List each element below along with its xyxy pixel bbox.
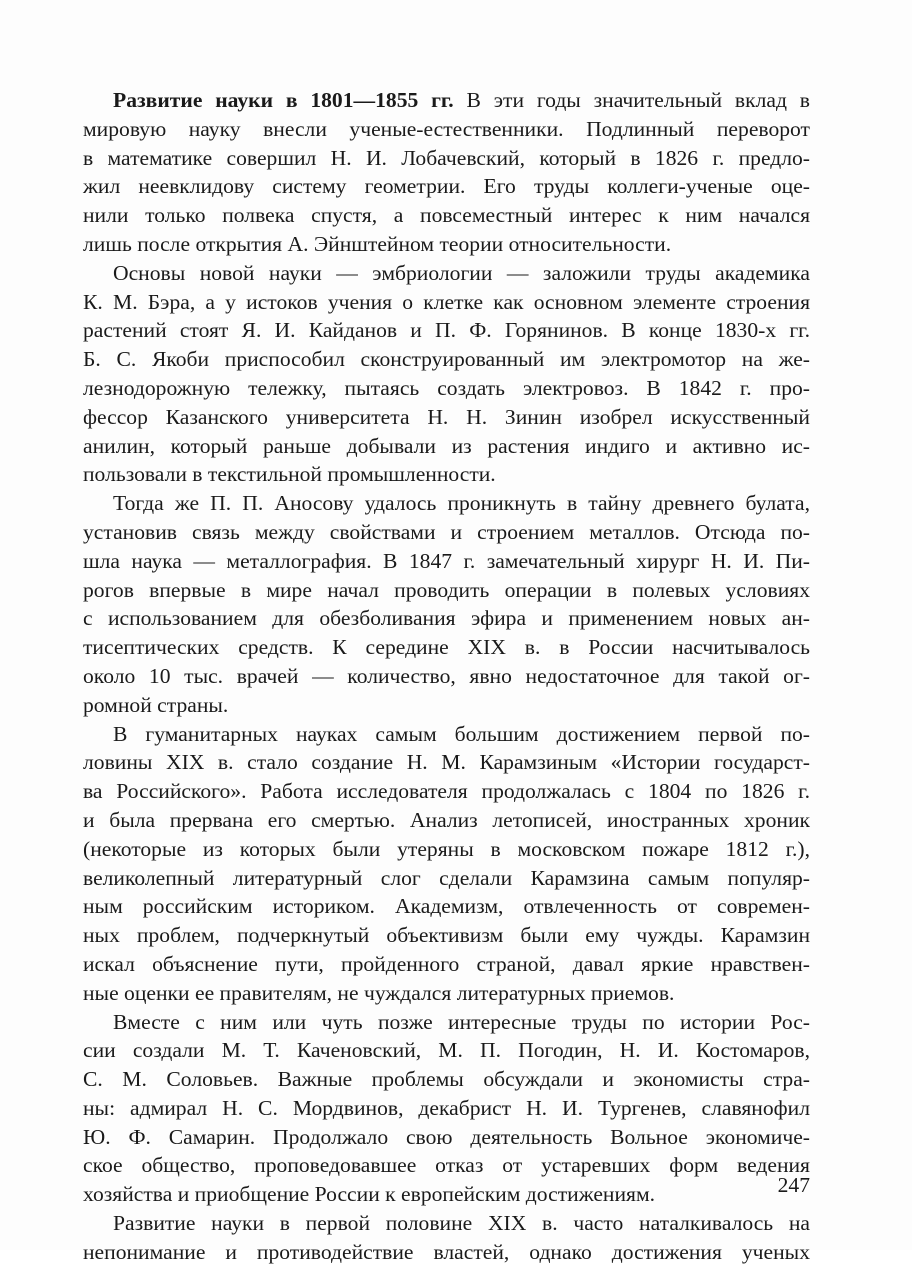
- page-number: 247: [777, 1173, 810, 1197]
- text-line: [83, 633, 810, 662]
- line-text: рогов впервые в мире начал проводить операции в полевых условиях: [83, 577, 810, 602]
- text-line: [83, 259, 810, 288]
- text-line: [83, 230, 810, 259]
- text-line: [83, 1123, 810, 1152]
- text-line: [83, 316, 810, 345]
- paragraph: [83, 1209, 810, 1267]
- text-line: [83, 374, 810, 403]
- line-text: В гуманитарных науках самым большим достижением первой по-: [113, 721, 810, 746]
- line-text: искал объяснение пути, пройденного страной, давал яркие нравствен-: [83, 951, 810, 976]
- line-text: великолепный литературный слог сделали Карамзина самым популяр-: [83, 865, 810, 890]
- line-text: В эти годы значительный вклад в: [453, 88, 810, 112]
- text-line: [83, 806, 810, 835]
- line-text: установив связь между свойствами и строением металлов. Отсюда по-: [83, 519, 810, 544]
- line-text: ны: адмирал Н. С. Мордвинов, декабрист Н. И. Тургенев, славянофил: [83, 1095, 810, 1120]
- text-line: [83, 1036, 810, 1065]
- line-text: жил неевклидову систему геометрии. Его труды коллеги-ученые оце-: [83, 174, 810, 199]
- text-line: [83, 777, 810, 806]
- text-line: [83, 489, 810, 518]
- line-text: Ю. Ф. Самарин. Продолжало свою деятельность Вольное экономиче-: [83, 1124, 810, 1149]
- line-text: нили только полвека спустя, а повсеместный интерес к ним начался: [83, 203, 810, 228]
- text-line: [83, 144, 810, 173]
- text-line: [83, 720, 810, 749]
- line-text: тисептических средств. К середине XIX в. в России насчитывалось: [83, 635, 810, 660]
- text-line: [83, 604, 810, 633]
- line-text: (некоторые из которых были утеряны в московском пожаре 1812 г.),: [83, 836, 810, 861]
- line-text: фессор Казанского университета Н. Н. Зинин изобрел искусственный: [83, 404, 810, 429]
- text-line: [83, 518, 810, 547]
- line-text: растений стоят Я. И. Кайданов и П. Ф. Горянинов. В конце 1830-х гг.: [83, 318, 810, 343]
- line-text: ных проблем, подчеркнутый объективизм были ему чужды. Карамзин: [83, 923, 810, 948]
- line-text: мировую науку внесли ученые-естественники. Подлинный переворот: [83, 116, 810, 141]
- line-text: в математике совершил Н. И. Лобачевский, который в 1826 г. предло-: [83, 145, 810, 170]
- paragraph: [83, 720, 810, 1008]
- text-line: [83, 662, 810, 691]
- text-line: [83, 172, 810, 201]
- paragraph: [83, 1008, 810, 1210]
- text-line: [83, 979, 810, 1008]
- line-text: С. М. Соловьев. Важные проблемы обсуждали и экономисты стра-: [83, 1067, 810, 1092]
- line-text: непонимание и противодействие властей, однако достижения ученых: [83, 1239, 810, 1264]
- line-text: Вместе с ним или чуть позже интересные труды по истории Рос-: [113, 1009, 810, 1034]
- line-text: ромной страны.: [83, 692, 229, 717]
- text-line: [83, 86, 810, 115]
- text-line: [83, 403, 810, 432]
- line-text: Основы новой науки — эмбриологии — заложили труды академика: [113, 260, 810, 285]
- text-line: [83, 892, 810, 921]
- text-line: [83, 288, 810, 317]
- text-line: [83, 950, 810, 979]
- text-line: [83, 1209, 810, 1238]
- text-line: [83, 201, 810, 230]
- line-text: ловины XIX в. стало создание Н. М. Карамзиным «Истории государст-: [83, 750, 810, 775]
- line-text: сии создали М. Т. Каченовский, М. П. Погодин, Н. И. Костомаров,: [83, 1038, 810, 1063]
- text-line: [83, 1065, 810, 1094]
- line-text: и была прервана его смертью. Анализ летописей, иностранных хроник: [83, 807, 810, 832]
- text-line: [83, 115, 810, 144]
- line-text: Развитие науки в первой половине XIX в. часто наталкивалось на: [113, 1211, 810, 1236]
- text-line: [83, 921, 810, 950]
- line-text: шла наука — металлография. В 1847 г. замечательный хирург Н. И. Пи-: [83, 548, 810, 573]
- paragraph: [83, 259, 810, 489]
- text-line: [83, 345, 810, 374]
- line-text: анилин, который раньше добывали из растения индиго и активно ис-: [83, 433, 810, 458]
- text-line: [83, 1094, 810, 1123]
- text-line: [83, 748, 810, 777]
- line-text: ское общество, проповедовавшее отказ от устаревших форм ведения: [83, 1153, 810, 1178]
- text-line: [83, 432, 810, 461]
- text-line: [83, 691, 810, 720]
- line-text: лишь после открытия А. Эйнштейном теории относительности.: [83, 231, 672, 256]
- line-text: ва Российского». Работа исследователя продолжалась с 1804 по 1826 г.: [83, 779, 810, 804]
- text-line: [83, 460, 810, 489]
- line-text: хозяйства и приобщение России к европейским достижениям.: [83, 1182, 656, 1207]
- line-text: ным российским историком. Академизм, отвлеченность от современ-: [83, 894, 810, 919]
- text-line: [83, 864, 810, 893]
- line-text: К. М. Бэра, а у истоков учения о клетке как основном элементе строения: [83, 289, 810, 314]
- paragraph: [83, 86, 810, 259]
- text-line: [83, 576, 810, 605]
- text-line: [83, 1151, 810, 1180]
- text-line: [83, 835, 810, 864]
- line-text: с использованием для обезболивания эфира и применением новых ан-: [83, 606, 810, 631]
- text-line: [83, 547, 810, 576]
- line-text: лезнодорожную тележку, пытаясь создать электровоз. В 1842 г. про-: [83, 375, 810, 400]
- text-line: [83, 1008, 810, 1037]
- paragraph: [83, 489, 810, 719]
- line-text: ные оценки ее правителям, не чуждался литературных приемов.: [83, 980, 675, 1005]
- text-line: [83, 1238, 810, 1267]
- section-heading: Развитие науки в 1801—1855 гг.: [113, 88, 454, 112]
- text-line: [83, 1180, 810, 1209]
- line-text: Б. С. Якоби приспособил сконструированный им электромотор на же-: [83, 347, 810, 372]
- line-text: Тогда же П. П. Аносову удалось проникнуть в тайну древнего булата,: [113, 491, 810, 516]
- body-text: [83, 86, 810, 1267]
- line-text: около 10 тыс. врачей — количество, явно недостаточное для такой ог-: [83, 663, 810, 688]
- line-text: пользовали в текстильной промышленности.: [83, 462, 496, 487]
